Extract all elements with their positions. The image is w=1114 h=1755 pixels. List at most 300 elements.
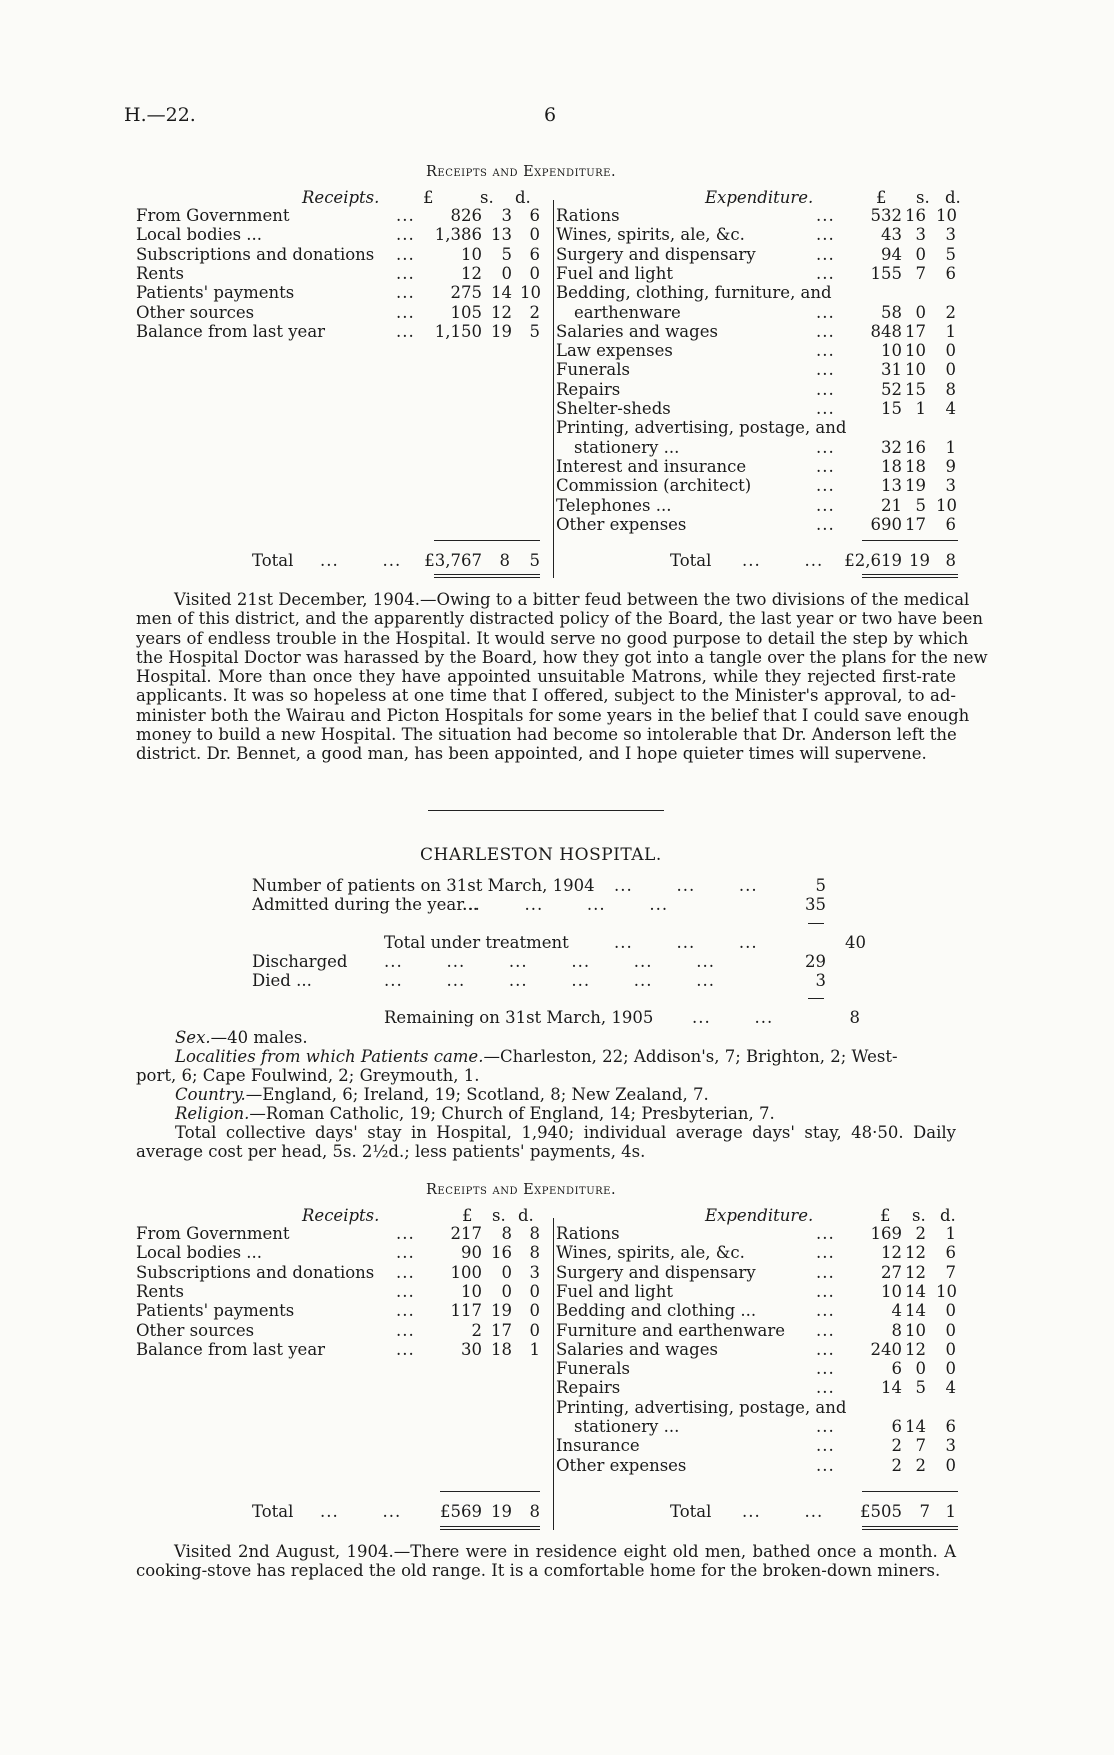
section1-exp-total-dots: ... ...	[742, 551, 824, 570]
expenditure-dots: ...	[816, 341, 835, 361]
remaining-value: 8	[849, 1008, 860, 1027]
section2-expenditure-heading: Expenditure.	[705, 1206, 814, 1225]
expenditure-pounds: 12	[881, 1243, 902, 1263]
section-separator	[428, 810, 664, 811]
expenditure-pounds: 13	[881, 476, 902, 496]
receipt-shillings: 19	[491, 321, 512, 341]
receipt-pounds: 1,150	[434, 321, 482, 341]
stay-line-2: average cost per head, 5s. 2½d.; less patients' payments, 4s.	[136, 1142, 646, 1161]
section2-receipts-total-label: Total	[252, 1502, 294, 1521]
expenditure-dots: ...	[816, 476, 835, 496]
section1-col-pence: d.	[515, 188, 531, 207]
expenditure-pounds: 58	[881, 302, 902, 322]
section1-exp-total-pence: 8	[945, 551, 956, 570]
expenditure-shillings: 2	[915, 1224, 926, 1243]
receipt-label: Patients' payments	[136, 283, 295, 303]
section1-exp-total-rule-top	[862, 540, 958, 541]
expenditure-pence: 2	[945, 302, 956, 322]
receipt-pounds: 100	[450, 1262, 482, 1282]
receipt-shillings: 13	[491, 225, 512, 245]
expenditure-pounds: 21	[881, 495, 902, 515]
page-reference: H.—22.	[124, 104, 196, 126]
expenditure-pence: 1	[945, 321, 956, 341]
section1-exp-total-pounds: £2,619	[844, 551, 902, 570]
expenditure-label: Shelter-sheds	[556, 399, 671, 418]
section1-expenditure-heading: Expenditure.	[705, 188, 814, 207]
expenditure-pounds: 52	[881, 379, 902, 399]
admitted-rule	[808, 923, 824, 924]
receipt-shillings: 3	[501, 206, 512, 225]
paragraph-line: money to build a new Hospital. The situation had become so intolerable that Dr. Anderson left the	[136, 725, 957, 745]
expenditure-label: earthenware	[574, 302, 681, 322]
expenditure-dots: ...	[816, 1378, 835, 1398]
expenditure-shillings: 16	[905, 437, 926, 457]
receipt-shillings: 8	[501, 1224, 512, 1243]
receipt-pounds: 826	[450, 206, 482, 225]
section2-exp-total-label: Total	[670, 1502, 712, 1521]
section2-exp-total-shillings: 7	[919, 1502, 930, 1521]
discharged-value: 29	[805, 952, 826, 971]
expenditure-pence: 3	[945, 1436, 956, 1456]
section2-exp-total-rule-bottom	[862, 1526, 958, 1527]
expenditure-pounds: 2	[891, 1455, 902, 1475]
expenditure-shillings: 14	[905, 1281, 926, 1301]
expenditure-pounds: 31	[881, 360, 902, 380]
expenditure-shillings: 10	[905, 360, 926, 380]
expenditure-pence: 1	[945, 437, 956, 457]
receipt-pounds: 275	[450, 283, 482, 303]
receipt-pence: 0	[529, 1320, 540, 1340]
receipt-shillings: 14	[491, 283, 512, 303]
expenditure-shillings: 17	[905, 514, 926, 534]
paragraph-line: district. Dr. Bennet, a good man, has been appointed, and I hope quieter times will supervene.	[136, 744, 927, 764]
receipt-dots: ...	[396, 321, 415, 341]
receipt-pounds: 90	[461, 1243, 482, 1263]
expenditure-pence: 0	[945, 1359, 956, 1379]
total-under-value: 40	[845, 933, 866, 952]
expenditure-dots: ...	[816, 321, 835, 341]
expenditure-pounds: 18	[881, 456, 902, 476]
expenditure-pounds: 94	[881, 244, 902, 264]
receipt-shillings: 0	[501, 1262, 512, 1282]
receipt-label: Local bodies ...	[136, 225, 263, 245]
expenditure-pounds: 690	[870, 514, 902, 534]
expenditure-pounds: 6	[891, 1417, 902, 1436]
receipt-pence: 2	[529, 302, 540, 322]
sex-line: Sex.—40 males.	[175, 1028, 308, 1047]
expenditure-pounds: 43	[881, 225, 902, 245]
section1-exp-total-shillings: 19	[909, 551, 930, 570]
receipt-dots: ...	[396, 1262, 415, 1282]
paragraph-line: men of this district, and the apparently distracted policy of the Board, the last year or two have been	[136, 609, 984, 629]
expenditure-pounds: 169	[870, 1224, 902, 1243]
expenditure-shillings: 19	[905, 476, 926, 496]
discharged-dots: ... ... ... ... ... ...	[384, 952, 715, 971]
receipt-pounds: 10	[461, 244, 482, 264]
section1-exp-col-shillings: s.	[916, 188, 930, 207]
expenditure-shillings: 10	[905, 1320, 926, 1340]
section1-divider	[553, 200, 554, 578]
country-line: Country.—England, 6; Ireland, 19; Scotland, 8; New Zealand, 7.	[175, 1085, 709, 1104]
expenditure-pence: 0	[945, 1301, 956, 1321]
expenditure-pence: 3	[945, 225, 956, 245]
localities-line-2: port, 6; Cape Foulwind, 2; Greymouth, 1.	[136, 1066, 480, 1085]
expenditure-dots: ...	[816, 263, 835, 283]
expenditure-shillings: 16	[905, 206, 926, 225]
section2-exp-total-pounds: £505	[860, 1502, 902, 1521]
receipt-dots: ...	[396, 244, 415, 264]
expenditure-pence: 0	[945, 1320, 956, 1340]
expenditure-label: Funerals	[556, 1359, 630, 1379]
expenditure-dots: ...	[816, 206, 835, 225]
expenditure-dots: ...	[816, 1359, 835, 1379]
section2-divider	[553, 1218, 554, 1530]
expenditure-pence: 0	[945, 1339, 956, 1359]
section1-exp-total-label: Total	[670, 551, 712, 570]
expenditure-pounds: 27	[881, 1262, 902, 1282]
expenditure-dots: ...	[816, 1301, 835, 1321]
receipt-pence: 3	[529, 1262, 540, 1282]
receipt-pence: 5	[529, 321, 540, 341]
patients-start-dots: ... ... ...	[614, 876, 758, 895]
expenditure-shillings: 7	[915, 1436, 926, 1456]
expenditure-pence: 4	[945, 399, 956, 418]
expenditure-label: Wines, spirits, ale, &c.	[556, 1243, 745, 1263]
expenditure-label: Bedding, clothing, furniture, and	[556, 283, 832, 303]
expenditure-pence: 9	[945, 456, 956, 476]
expenditure-label: Wines, spirits, ale, &c.	[556, 225, 745, 245]
expenditure-pounds: 2	[891, 1436, 902, 1456]
receipt-label: Balance from last year	[136, 1339, 326, 1359]
expenditure-pounds: 10	[881, 341, 902, 361]
died-label: Died ...	[252, 971, 312, 990]
patients-start-label: Number of patients on 31st March, 1904	[252, 876, 595, 895]
expenditure-pence: 10	[936, 495, 957, 515]
expenditure-dots: ...	[816, 456, 835, 476]
expenditure-pounds: 532	[870, 206, 902, 225]
expenditure-pounds: 14	[881, 1378, 902, 1398]
remaining-label: Remaining on 31st March, 1905	[384, 1008, 654, 1027]
expenditure-pence: 6	[945, 1243, 956, 1263]
section1-receipts-total-pence: 5	[529, 551, 540, 570]
expenditure-dots: ...	[816, 495, 835, 515]
section1-receipts-total-label: Total	[252, 551, 294, 570]
expenditure-pence: 6	[945, 514, 956, 534]
expenditure-label: Fuel and light	[556, 263, 674, 283]
receipt-label: Rents	[136, 263, 184, 283]
section1-exp-total-rule-bottom2	[862, 577, 958, 578]
receipt-pence: 8	[529, 1243, 540, 1263]
receipt-pounds: 1,386	[434, 225, 482, 245]
expenditure-label: Printing, advertising, postage, and	[556, 418, 847, 438]
receipt-label: Subscriptions and donations	[136, 244, 375, 264]
section2-receipts-total-rule-bottom	[440, 1526, 540, 1527]
expenditure-dots: ...	[816, 1262, 835, 1282]
receipt-dots: ...	[396, 1339, 415, 1359]
section2-receipts-total-rule-top	[440, 1491, 540, 1492]
expenditure-shillings: 10	[905, 341, 926, 361]
section1-title: Receipts and Expenditure.	[426, 164, 617, 180]
expenditure-shillings: 12	[905, 1339, 926, 1359]
expenditure-label: Insurance	[556, 1436, 640, 1456]
expenditure-dots: ...	[816, 1436, 835, 1456]
expenditure-label: Salaries and wages	[556, 1339, 718, 1359]
paragraph-line: years of endless trouble in the Hospital. It would serve no good purpose to detail the step by which	[136, 628, 969, 648]
expenditure-pence: 10	[936, 206, 957, 225]
expenditure-shillings: 18	[905, 456, 926, 476]
paragraph-line: applicants. It was so hopeless at one time that I offered, subject to the Minister's approval, to ad-	[136, 686, 956, 706]
expenditure-label: Law expenses	[556, 341, 673, 361]
total-under-label: Total under treatment	[384, 933, 569, 952]
section2-visit-paragraph	[136, 1542, 956, 1581]
receipt-label: Patients' payments	[136, 1301, 295, 1321]
section1-receipts-total-rule-top	[434, 540, 540, 541]
expenditure-dots: ...	[816, 225, 835, 245]
expenditure-shillings: 7	[915, 263, 926, 283]
section2-col-shillings: s.	[492, 1206, 506, 1225]
died-value: 3	[815, 971, 826, 990]
section1-visit-paragraph	[136, 590, 988, 764]
paragraph-line: minister both the Wairau and Picton Hospitals for some years in the belief that I could save enough	[136, 705, 970, 725]
expenditure-label: Rations	[556, 206, 620, 225]
expenditure-shillings: 0	[915, 1359, 926, 1379]
died-rule	[808, 998, 824, 999]
expenditure-dots: ...	[816, 302, 835, 322]
admitted-label: Admitted during the year...	[252, 895, 479, 914]
receipt-label: From Government	[136, 206, 290, 225]
section2-exp-col-pence: d.	[940, 1206, 956, 1225]
discharged-label: Discharged	[252, 952, 348, 971]
admitted-dots: ... ... ... ...	[462, 895, 669, 914]
expenditure-dots: ...	[816, 379, 835, 399]
paragraph-line: cooking-stove has replaced the old range. It is a comfortable home for the broken-down miners.	[136, 1561, 941, 1581]
receipt-pence: 0	[529, 225, 540, 245]
section1-receipts-total-shillings: 8	[499, 551, 510, 570]
receipt-pounds: 117	[450, 1301, 482, 1321]
expenditure-dots: ...	[816, 1339, 835, 1359]
expenditure-pounds: 848	[870, 321, 902, 341]
receipt-pounds: 217	[450, 1224, 482, 1243]
section1-col-pounds: £	[423, 188, 434, 207]
expenditure-shillings: 0	[915, 302, 926, 322]
expenditure-pounds: 8	[891, 1320, 902, 1340]
expenditure-pounds: 15	[881, 399, 902, 418]
receipt-pence: 0	[529, 1281, 540, 1301]
paragraph-line: Hospital. More than once they have appointed unsuitable Matrons, while they rejected first-rate	[136, 667, 956, 687]
section1-col-shillings: s.	[480, 188, 494, 207]
admitted-value: 35	[805, 895, 826, 914]
receipt-pounds: 2	[471, 1320, 482, 1340]
receipt-dots: ...	[396, 1301, 415, 1321]
receipt-dots: ...	[396, 1243, 415, 1263]
expenditure-shillings: 0	[915, 244, 926, 264]
expenditure-label: Telephones ...	[556, 495, 672, 515]
expenditure-dots: ...	[816, 1281, 835, 1301]
section1-exp-total-rule-bottom	[862, 574, 958, 575]
expenditure-shillings: 1	[915, 399, 926, 418]
expenditure-pounds: 240	[870, 1339, 902, 1359]
paragraph-line: Visited 2nd August, 1904.—There were in residence eight old men, bathed once a month. A	[174, 1542, 956, 1561]
expenditure-label: stationery ...	[574, 437, 680, 457]
section1-exp-col-pence: d.	[945, 188, 961, 207]
expenditure-shillings: 5	[915, 1378, 926, 1398]
expenditure-pence: 6	[945, 1417, 956, 1436]
section1-exp-col-pounds: £	[876, 188, 887, 207]
expenditure-label: stationery ...	[574, 1417, 680, 1436]
section2-receipts-total-shillings: 19	[491, 1502, 512, 1521]
expenditure-pounds: 32	[881, 437, 902, 457]
expenditure-shillings: 2	[915, 1455, 926, 1475]
section2-exp-total-dots: ... ...	[742, 1502, 824, 1521]
expenditure-shillings: 3	[915, 225, 926, 245]
expenditure-dots: ...	[816, 437, 835, 457]
receipt-dots: ...	[396, 225, 415, 245]
receipt-pounds: 12	[461, 263, 482, 283]
expenditure-dots: ...	[816, 514, 835, 534]
receipt-dots: ...	[396, 302, 415, 322]
stay-line-1: Total collective days' stay in Hospital, 1,940; individual average days' stay, 48·50. Daily	[175, 1123, 956, 1142]
section2-title: Receipts and Expenditure.	[426, 1182, 617, 1198]
receipt-dots: ...	[396, 1224, 415, 1243]
expenditure-label: Surgery and dispensary	[556, 1262, 756, 1282]
expenditure-shillings: 5	[915, 495, 926, 515]
expenditure-pence: 3	[945, 476, 956, 496]
receipt-pence: 0	[529, 263, 540, 283]
receipt-dots: ...	[396, 263, 415, 283]
receipt-pounds: 105	[450, 302, 482, 322]
expenditure-shillings: 14	[905, 1301, 926, 1321]
expenditure-dots: ...	[816, 244, 835, 264]
expenditure-pence: 5	[945, 244, 956, 264]
expenditure-shillings: 12	[905, 1243, 926, 1263]
receipt-shillings: 16	[491, 1243, 512, 1263]
localities-line: Localities from which Patients came.—Charleston, 22; Addison's, 7; Brighton, 2; West-	[175, 1047, 898, 1066]
receipt-label: Other sources	[136, 1320, 255, 1340]
receipt-shillings: 19	[491, 1301, 512, 1321]
charleston-title: CHARLESTON HOSPITAL.	[420, 845, 662, 865]
receipt-pence: 0	[529, 1301, 540, 1321]
died-dots: ... ... ... ... ... ...	[384, 971, 715, 990]
expenditure-pence: 6	[945, 263, 956, 283]
receipt-dots: ...	[396, 206, 415, 225]
expenditure-pence: 0	[945, 1455, 956, 1475]
receipt-dots: ...	[396, 1320, 415, 1340]
section2-receipts-total-rule-bottom2	[440, 1529, 540, 1530]
expenditure-label: Furniture and earthenware	[556, 1320, 786, 1340]
expenditure-pence: 0	[945, 360, 956, 380]
total-under-dots: ... ... ...	[614, 933, 758, 952]
expenditure-label: Other expenses	[556, 514, 687, 534]
section2-exp-total-pence: 1	[945, 1502, 956, 1521]
section2-col-pounds: £	[462, 1206, 473, 1225]
expenditure-dots: ...	[816, 1224, 835, 1243]
section2-receipts-total-pence: 8	[529, 1502, 540, 1521]
section2-receipts-total-pounds: £569	[440, 1502, 482, 1521]
expenditure-pence: 8	[945, 379, 956, 399]
remaining-dots: ... ...	[692, 1008, 774, 1027]
receipt-pence: 1	[529, 1339, 540, 1359]
expenditure-label: Repairs	[556, 1378, 621, 1398]
expenditure-label: Fuel and light	[556, 1281, 674, 1301]
religion-line: Religion.—Roman Catholic, 19; Church of England, 14; Presbyterian, 7.	[175, 1104, 775, 1123]
expenditure-pounds: 4	[891, 1301, 902, 1321]
expenditure-label: Repairs	[556, 379, 621, 399]
paragraph-line: Visited 21st December, 1904.—Owing to a bitter feud between the two divisions of the medical	[174, 590, 970, 609]
section2-col-pence: d.	[518, 1206, 534, 1225]
section2-exp-col-shillings: s.	[912, 1206, 926, 1225]
expenditure-label: Interest and insurance	[556, 456, 747, 476]
section1-receipts-total-pounds: £3,767	[424, 551, 482, 570]
expenditure-pence: 0	[945, 341, 956, 361]
receipt-shillings: 5	[501, 244, 512, 264]
expenditure-dots: ...	[816, 1320, 835, 1340]
expenditure-label: Other expenses	[556, 1455, 687, 1475]
section1-receipts-total-dots: ... ...	[320, 551, 402, 570]
receipt-label: Subscriptions and donations	[136, 1262, 375, 1282]
section2-receipts-total-dots: ... ...	[320, 1502, 402, 1521]
receipt-dots: ...	[396, 283, 415, 303]
expenditure-shillings: 15	[905, 379, 926, 399]
expenditure-dots: ...	[816, 360, 835, 380]
receipt-shillings: 0	[501, 263, 512, 283]
section1-receipts-heading: Receipts.	[302, 188, 380, 207]
receipt-shillings: 18	[491, 1339, 512, 1359]
expenditure-pence: 1	[945, 1224, 956, 1243]
receipt-pence: 6	[529, 206, 540, 225]
expenditure-label: Bedding and clothing ...	[556, 1301, 757, 1321]
expenditure-label: Surgery and dispensary	[556, 244, 756, 264]
expenditure-dots: ...	[816, 1243, 835, 1263]
expenditure-dots: ...	[816, 1455, 835, 1475]
expenditure-dots: ...	[816, 1417, 835, 1436]
paragraph-line: the Hospital Doctor was harassed by the Board, how they got into a tangle over the plans for the new	[136, 647, 988, 667]
receipt-label: Rents	[136, 1281, 184, 1301]
expenditure-pounds: 6	[891, 1359, 902, 1379]
patients-start-value: 5	[815, 876, 826, 895]
expenditure-shillings: 17	[905, 321, 926, 341]
receipt-shillings: 0	[501, 1281, 512, 1301]
receipt-label: Balance from last year	[136, 321, 326, 341]
expenditure-pounds: 10	[881, 1281, 902, 1301]
expenditure-shillings: 14	[905, 1417, 926, 1436]
expenditure-label: Rations	[556, 1224, 620, 1243]
receipt-dots: ...	[396, 1281, 415, 1301]
section1-receipts-total-rule-bottom2	[434, 577, 540, 578]
section1-receipts-total-rule-bottom	[434, 574, 540, 575]
section2-exp-col-pounds: £	[880, 1206, 891, 1225]
expenditure-label: Printing, advertising, postage, and	[556, 1397, 847, 1417]
expenditure-dots: ...	[816, 399, 835, 418]
section2-exp-total-rule-top	[862, 1491, 958, 1492]
section2-exp-total-rule-bottom2	[862, 1529, 958, 1530]
expenditure-pence: 4	[945, 1378, 956, 1398]
receipt-pounds: 30	[461, 1339, 482, 1359]
expenditure-shillings: 12	[905, 1262, 926, 1282]
expenditure-pence: 7	[945, 1262, 956, 1282]
expenditure-label: Funerals	[556, 360, 630, 380]
receipt-pence: 6	[529, 244, 540, 264]
section2-receipts-heading: Receipts.	[302, 1206, 380, 1225]
receipt-shillings: 17	[491, 1320, 512, 1340]
expenditure-pounds: 155	[870, 263, 902, 283]
expenditure-label: Commission (architect)	[556, 476, 752, 496]
page-number: 6	[544, 104, 557, 126]
expenditure-pence: 10	[936, 1281, 957, 1301]
expenditure-label: Salaries and wages	[556, 321, 718, 341]
receipt-pence: 8	[529, 1224, 540, 1243]
receipt-label: Local bodies ...	[136, 1243, 263, 1263]
receipt-shillings: 12	[491, 302, 512, 322]
